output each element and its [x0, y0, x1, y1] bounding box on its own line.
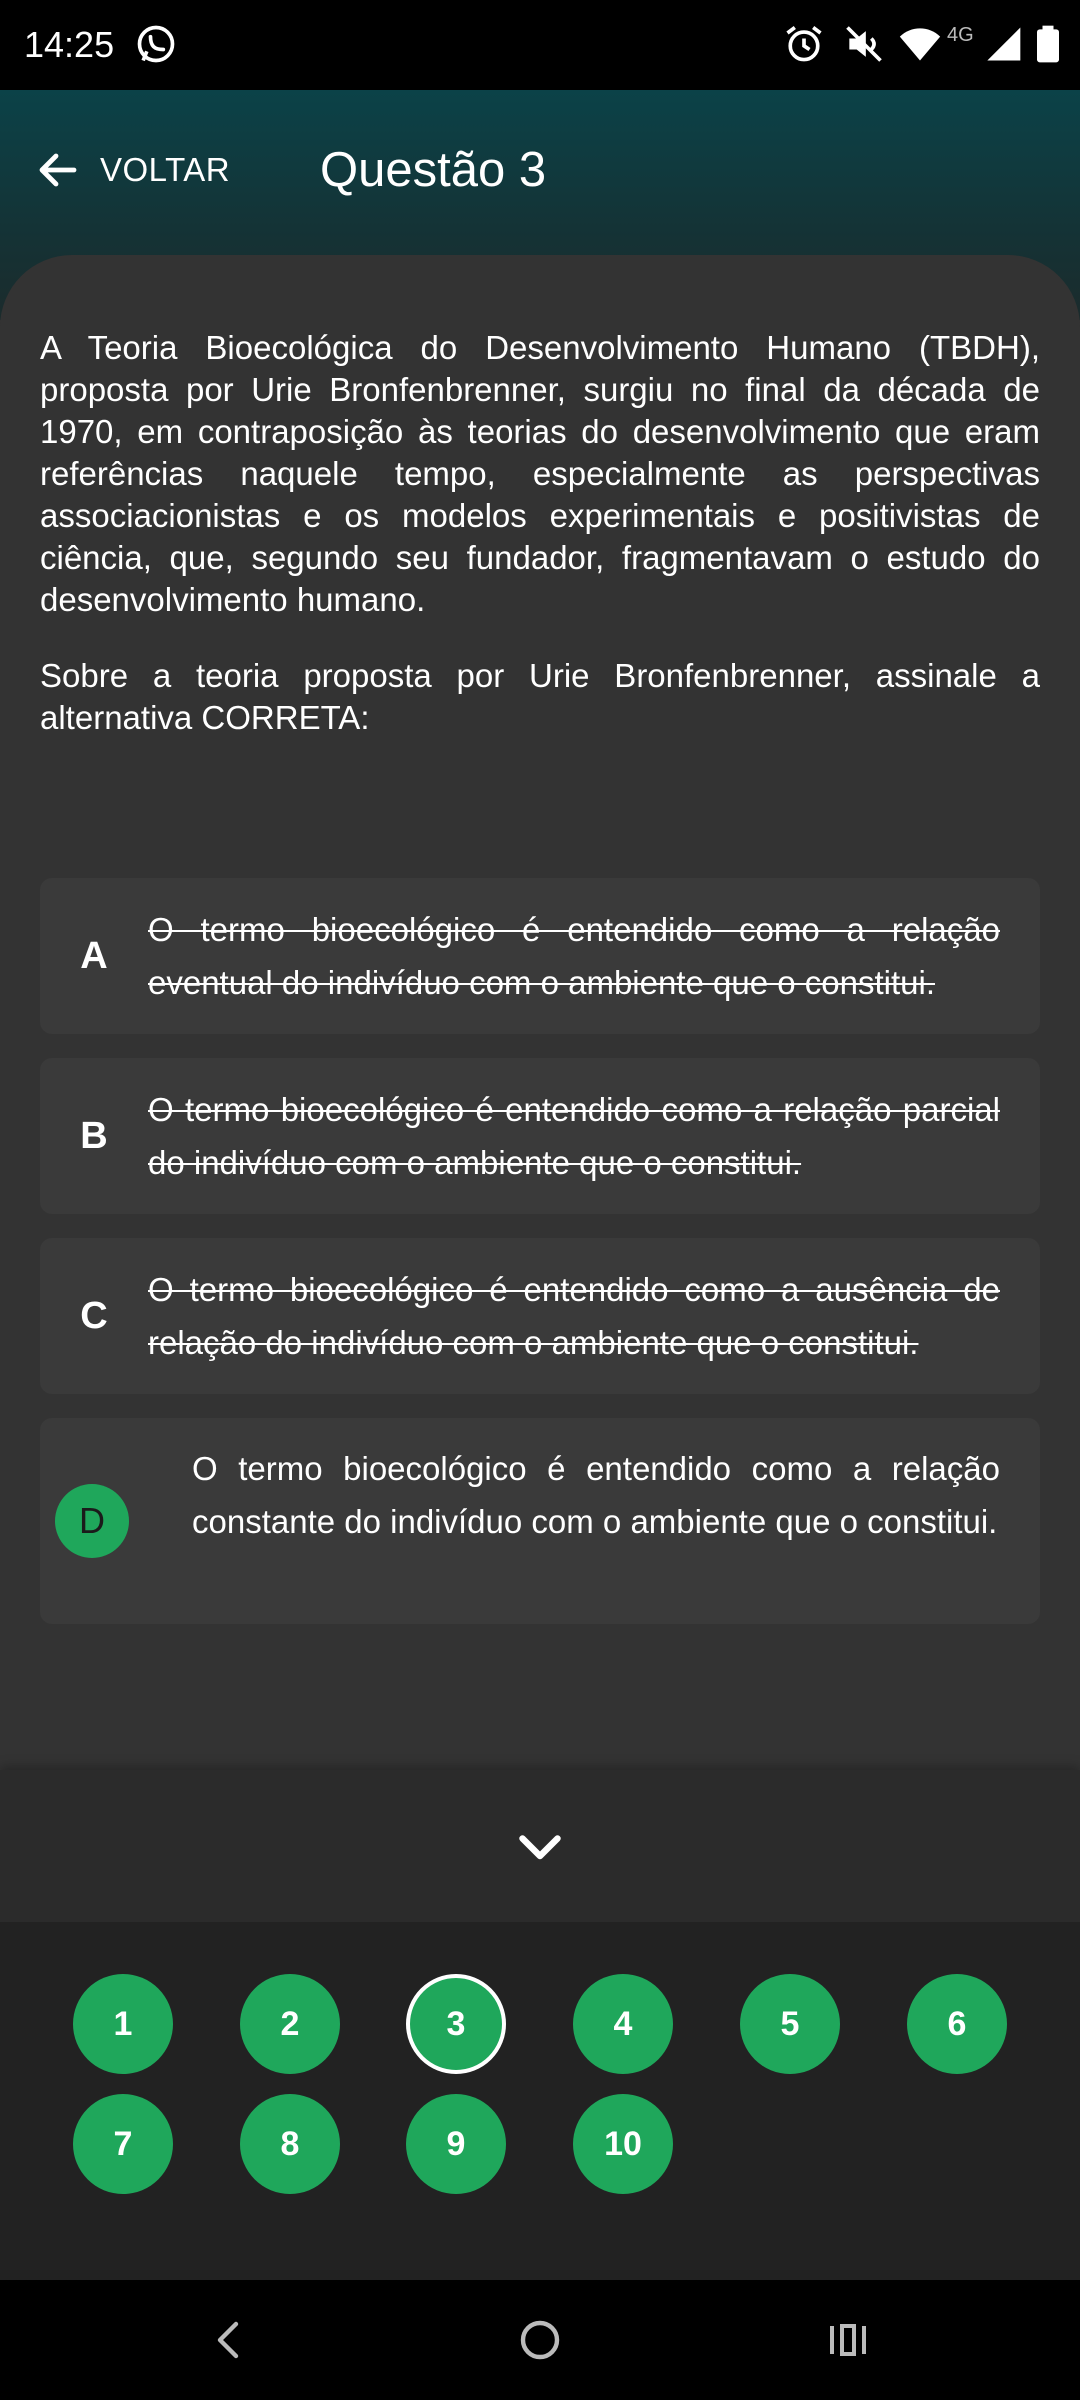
recents-icon: [824, 2316, 872, 2364]
back-button[interactable]: [34, 130, 230, 210]
collapse-navigator-button[interactable]: [0, 1770, 1080, 1922]
option-text: O termo bioecológico é entendido como a ausência de relação do indivíduo com o ambiente que o constitui.: [148, 1271, 1000, 1361]
chevron-down-icon: [510, 1816, 570, 1876]
network-type: 4G: [947, 24, 974, 46]
signal-icon: [980, 22, 1024, 66]
question-button-6[interactable]: 6: [907, 1974, 1007, 2074]
question-paragraph: A Teoria Bioecológica do Desenvolvimento Humano (TBDH), proposta por Urie Bronfenbrenner, surgiu no final da década de 1970, em contraposição às teorias do desenvolvimento que eram referências naquele tempo, especialmente as perspectivas associacionistas e os modelos experimentais e positivistas de ciência, que, segundo seu fundador, fragmentavam o estudo do desenvolvimento humano.: [40, 329, 1040, 618]
option-letter: C: [80, 1294, 108, 1337]
back-label: VOLTAR: [100, 151, 231, 188]
alarm-icon: [782, 22, 826, 66]
question-navigator: [0, 1922, 1080, 2280]
question-card: [0, 255, 1080, 1770]
question-button-2[interactable]: 2: [240, 1974, 340, 2074]
option-d[interactable]: [40, 1418, 1040, 1624]
question-button-9[interactable]: 9: [406, 2094, 506, 2194]
option-text: O termo bioecológico é entendido como a relação parcial do indivíduo com o ambiente que o constitui.: [148, 1091, 1000, 1181]
option-c[interactable]: [40, 1238, 1040, 1394]
question-button-1[interactable]: 1: [73, 1974, 173, 2074]
page-title: Questão 3: [320, 143, 547, 197]
chevron-left-icon: [206, 2316, 254, 2364]
question-text: [40, 327, 1040, 773]
system-home-button[interactable]: [510, 2310, 570, 2370]
question-button-5[interactable]: 5: [740, 1974, 840, 2074]
question-button-4[interactable]: 4: [573, 1974, 673, 2074]
wifi-icon: [898, 22, 942, 66]
option-letter: B: [80, 1114, 108, 1157]
home-circle-icon: [516, 2316, 564, 2364]
battery-icon: [1026, 22, 1070, 66]
status-time: 14:25: [24, 24, 115, 65]
status-bar: [0, 0, 1080, 90]
question-button-8[interactable]: 8: [240, 2094, 340, 2194]
question-button-10[interactable]: 10: [573, 2094, 673, 2194]
option-a[interactable]: [40, 878, 1040, 1034]
question-button-3[interactable]: 3: [406, 1974, 506, 2074]
mute-icon: [842, 22, 886, 66]
system-back-button[interactable]: [200, 2310, 260, 2370]
option-text: O termo bioecológico é entendido como a relação constante do indivíduo com o ambiente que o constitui.: [192, 1450, 1000, 1540]
option-letter-wrapper: [40, 1418, 144, 1624]
question-prompt: Sobre a teoria proposta por Urie Bronfenbrenner, assinale a alternativa CORRETA:: [40, 657, 1040, 736]
question-button-7[interactable]: 7: [73, 2094, 173, 2194]
whatsapp-icon: [134, 22, 178, 66]
system-recents-button[interactable]: [818, 2310, 878, 2370]
selected-option-badge: D: [55, 1484, 129, 1558]
system-navigation-bar: [0, 2280, 1080, 2400]
option-letter: A: [80, 934, 108, 977]
option-b[interactable]: [40, 1058, 1040, 1214]
option-text: O termo bioecológico é entendido como a relação eventual do indivíduo com o ambiente que o constitui.: [148, 911, 1000, 1001]
arrow-left-icon: [34, 146, 82, 194]
